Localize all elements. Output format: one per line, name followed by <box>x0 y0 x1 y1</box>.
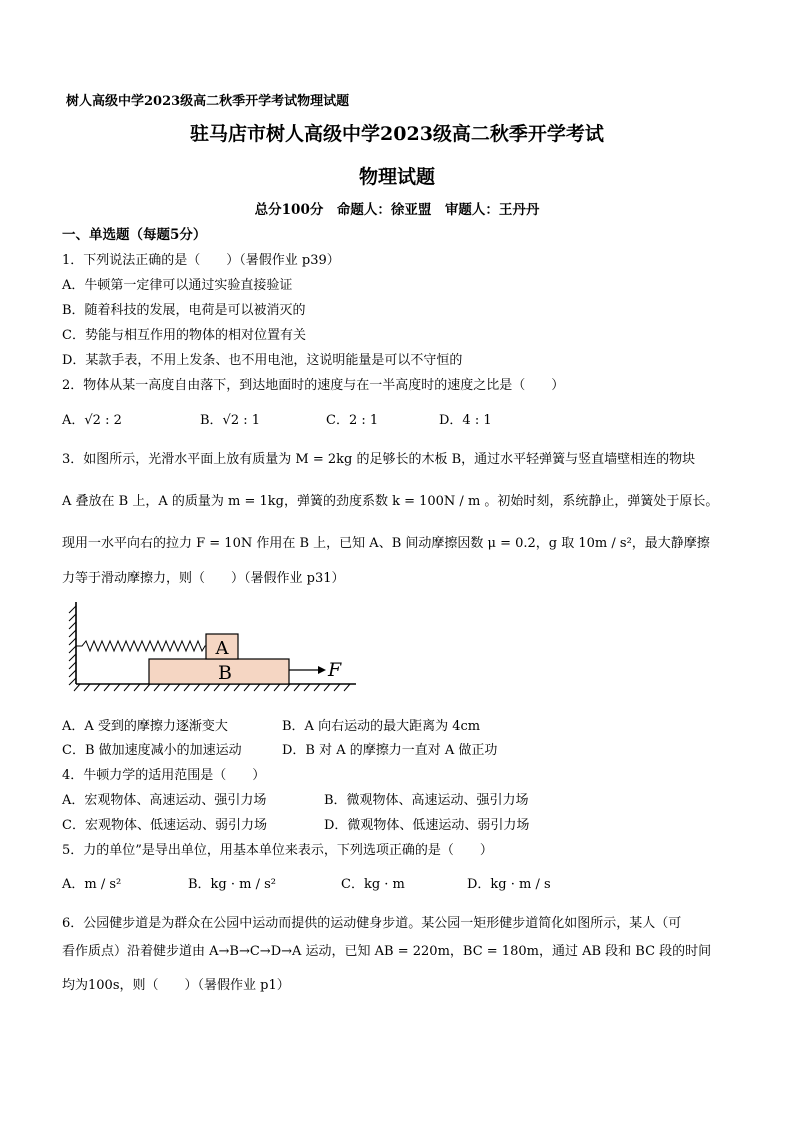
section-heading: 一、单选题（每题5分） <box>62 227 207 243</box>
q6-line-3: 均为100s，则（ ）（暑假作业 p1） <box>62 978 290 993</box>
exam-info: 总分100分 命题人：徐亚盟 审题人：王丹丹 <box>254 202 540 218</box>
q6-line-2: 看作质点）沿着健步道由 A→B→C→D→A 运动，已知 AB = 220m，BC = 180m，通过 AB 段和 BC 段的时间 <box>62 944 712 959</box>
q3-options-row-2 <box>62 739 742 759</box>
q3-option-a: A．A 受到的摩擦力逐渐变大 <box>62 719 228 734</box>
q1-stem: 1．下列说法正确的是（ ）（暑假作业 p39） <box>62 253 340 268</box>
exam-subtitle: 物理试题 <box>358 166 435 188</box>
q2-option-a: A．√2 : 2 <box>62 413 122 428</box>
q1-option-c: C．势能与相互作用的物体的相对位置有关 <box>62 328 306 343</box>
q2-options <box>62 409 742 429</box>
q2-option-b: B．√2 : 1 <box>200 413 261 428</box>
spring <box>76 641 206 651</box>
wall-hatching <box>69 606 76 685</box>
q5-stem: 5．力的单位”是导出单位，用基本单位来表示，下列选项正确的是（ ） <box>62 843 493 858</box>
q3-option-c: C．B 做加速度减小的加速运动 <box>62 743 242 758</box>
q3-line-4: 力等于滑动摩擦力，则（ ）（暑假作业 p31） <box>62 571 345 586</box>
q5-option-b: B．kg · m / s² <box>188 877 277 892</box>
q4-stem: 4．牛顿力学的适用范围是（ ） <box>62 768 266 783</box>
force-arrow-head <box>318 666 326 674</box>
q3-option-b: B．A 向右运动的最大距离为 4cm <box>282 719 481 734</box>
q1-option-a: A．牛顿第一定律可以通过实验直接验证 <box>62 278 293 293</box>
q4-option-c: C．宏观物体、低速运动、弱引力场 <box>62 818 267 833</box>
q5-options <box>62 873 742 893</box>
q3-line-3: 现用一水平向右的拉力 F = 10N 作用在 B 上，已知 A、B 间动摩擦因数 μ = 0.2，g 取 10m / s²，最大静摩擦 <box>62 536 710 551</box>
q5-option-c: C．kg · m <box>341 877 405 892</box>
q1-option-d: D．某款手表，不用上发条、也不用电池，这说明能量是可以不守恒的 <box>62 353 463 368</box>
force-label: F <box>328 659 342 681</box>
q2-option-c: C．2 : 1 <box>326 413 379 428</box>
q4-option-d: D．微观物体、低速运动、弱引力场 <box>324 818 530 833</box>
q3-figure <box>66 598 366 696</box>
q4-options-row-2 <box>62 814 742 834</box>
block-b-label: B <box>218 662 232 684</box>
q4-option-a: A．宏观物体、高速运动、强引力场 <box>62 793 267 808</box>
q1-option-b: B．随着科技的发展，电荷是可以被消灭的 <box>62 303 306 318</box>
q3-line-2: A 叠放在 B 上，A 的质量为 m = 1kg，弹簧的劲度系数 k = 100N / m 。初始时刻，系统静止，弹簧处于原长。 <box>62 494 719 509</box>
exam-title: 驻马店市树人高级中学2023级高二秋季开学考试 <box>190 123 604 145</box>
q5-option-a: A．m / s² <box>62 877 122 892</box>
q4-option-b: B．微观物体、高速运动、强引力场 <box>324 793 529 808</box>
q2-stem: 2．物体从某一高度自由落下，到达地面时的速度与在一半高度时的速度之比是（ ） <box>62 378 565 393</box>
q5-option-d: D．kg · m / s <box>467 877 551 892</box>
q2-option-d: D．4 : 1 <box>439 413 492 428</box>
q6-line-1: 6．公园健步道是为群众在公园中运动而提供的运动健身步道。某公园一矩形健步道简化如图所示，某人（可 <box>62 916 682 931</box>
ground-hatching <box>74 684 350 691</box>
q3-line-1: 3．如图所示，光滑水平面上放有质量为 M = 2kg 的足够长的木板 B，通过水平轻弹簧与竖直墙壁相连的物块 <box>62 452 696 467</box>
page-header: 树人高级中学2023级高二秋季开学考试物理试题 <box>66 94 350 109</box>
q4-options-row-1 <box>62 789 742 809</box>
block-a-label: A <box>215 638 229 659</box>
q3-option-d: D．B 对 A 的摩擦力一直对 A 做正功 <box>282 743 498 758</box>
q3-options-row-1 <box>62 715 742 735</box>
